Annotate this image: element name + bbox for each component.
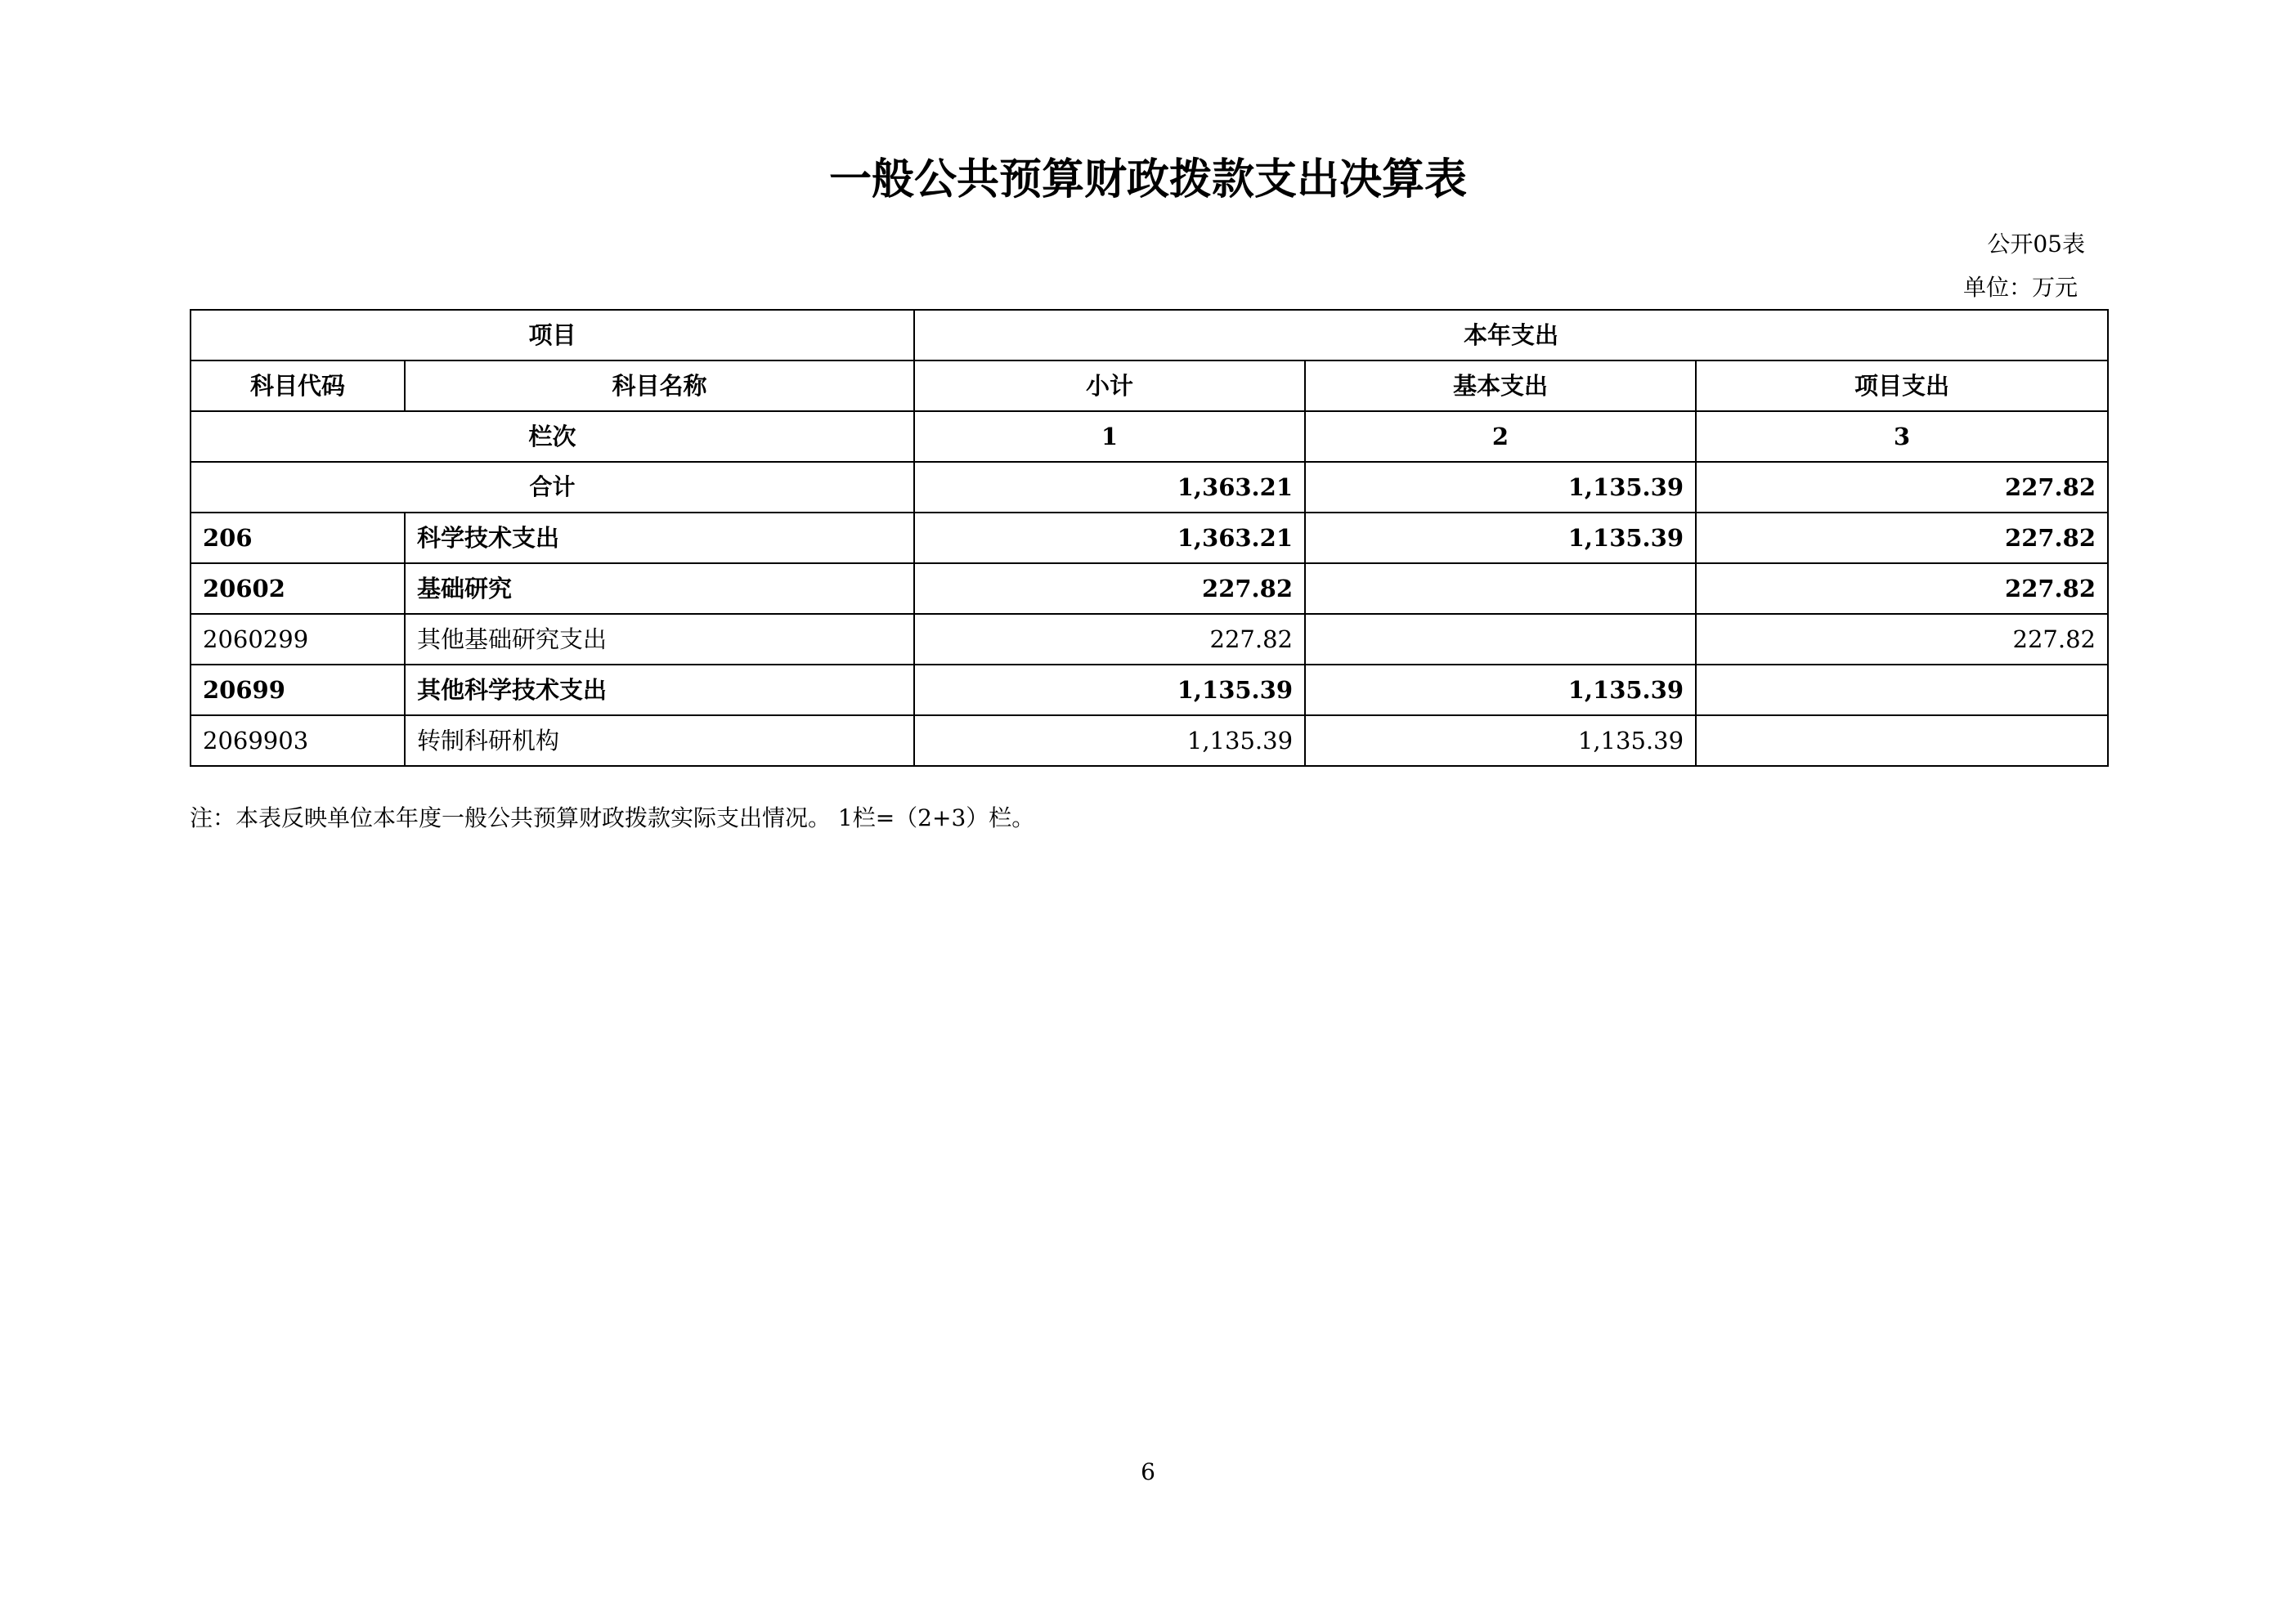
header-program: 项目支出 [1696,360,2108,411]
total-row [191,462,2108,513]
column-label: 栏次 [191,411,914,462]
row-subtotal: 227.82 [914,614,1305,665]
header-row-1 [191,310,2108,360]
header-name: 科目名称 [405,360,914,411]
column-2: 2 [1305,411,1696,462]
page-title: 一般公共预算财政拨款支出决算表 [828,154,1467,204]
column-1: 1 [914,411,1305,462]
row-program: 227.82 [1696,614,2108,665]
table-row [191,665,2108,715]
header-current-year-expense: 本年支出 [914,310,2108,360]
row-program [1696,665,2108,715]
header-basic: 基本支出 [1305,360,1696,411]
total-subtotal: 1,363.21 [914,462,1305,513]
row-name: 基础研究 [405,563,914,614]
row-program: 227.82 [1696,563,2108,614]
table-note: 注：本表反映单位本年度一般公共预算财政拨款实际支出情况。 1栏=（2+3）栏。 [190,804,1035,831]
page-number: 6 [1141,1458,1155,1485]
form-number: 公开05表 [1987,231,2085,257]
header-subtotal: 小计 [914,360,1305,411]
table-row [191,513,2108,563]
row-basic [1305,563,1696,614]
expenditure-table [190,309,2109,767]
total-basic: 1,135.39 [1305,462,1696,513]
table-row [191,614,2108,665]
header-code: 科目代码 [191,360,405,411]
row-basic: 1,135.39 [1305,665,1696,715]
row-name: 其他科学技术支出 [405,665,914,715]
row-name: 其他基础研究支出 [405,614,914,665]
total-program: 227.82 [1696,462,2108,513]
table-row [191,715,2108,766]
total-label: 合计 [191,462,914,513]
row-subtotal: 227.82 [914,563,1305,614]
row-subtotal: 1,135.39 [914,715,1305,766]
table-row [191,563,2108,614]
column-3: 3 [1696,411,2108,462]
row-name: 科学技术支出 [405,513,914,563]
row-basic: 1,135.39 [1305,715,1696,766]
row-code: 2069903 [191,715,405,766]
row-code: 20699 [191,665,405,715]
header-row-2 [191,360,2108,411]
row-basic [1305,614,1696,665]
header-project: 项目 [191,310,914,360]
row-name: 转制科研机构 [405,715,914,766]
row-code: 206 [191,513,405,563]
row-program: 227.82 [1696,513,2108,563]
unit-label: 单位：万元 [1962,274,2078,301]
row-program [1696,715,2108,766]
row-subtotal: 1,363.21 [914,513,1305,563]
row-code: 2060299 [191,614,405,665]
column-number-row [191,411,2108,462]
row-basic: 1,135.39 [1305,513,1696,563]
row-code: 20602 [191,563,405,614]
row-subtotal: 1,135.39 [914,665,1305,715]
